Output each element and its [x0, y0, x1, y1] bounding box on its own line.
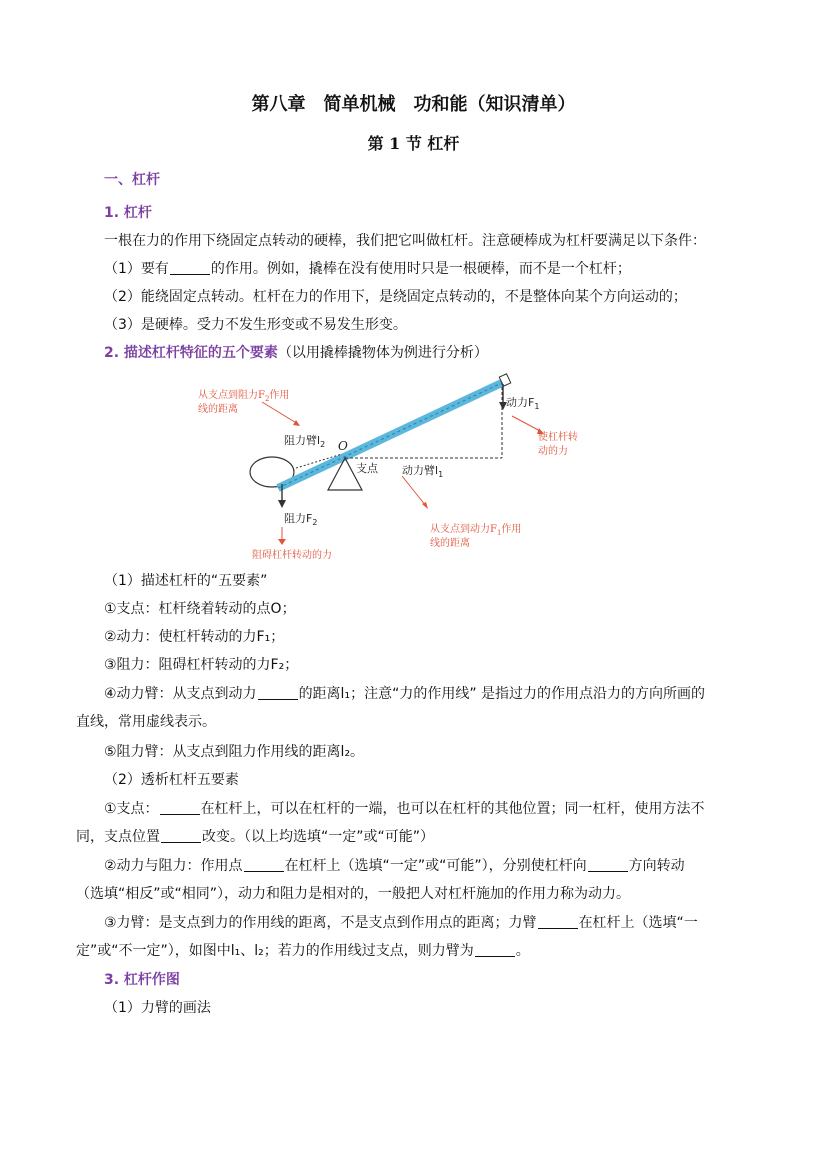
analysis-arms-d: 。: [515, 943, 530, 959]
note-bottom-right-line1: 从支点到动力$F_1$作用: [430, 524, 522, 537]
analysis-arms-a: ③力臂：是支点到力的作用线的距离，不是支点到作用点的距离；力臂: [104, 915, 537, 931]
label-effort-arm: 动力臂$l_1$: [402, 464, 444, 479]
label-resistance-arm: 阻力臂$l_2$: [284, 434, 326, 449]
condition-1-text-a: （1）要有: [104, 261, 169, 277]
condition-1: [104, 259, 631, 279]
analysis-forces-c: 方向转动: [628, 858, 685, 874]
element-fulcrum: ①支点：杠杆绕着转动的点O；: [104, 601, 296, 617]
analysis-arms: [104, 913, 698, 933]
note-right-line1: 使杠杆转: [538, 432, 578, 443]
analysis-forces-a: ②动力与阻力：作用点: [104, 858, 243, 874]
fill-blank[interactable]: [475, 942, 515, 957]
label-fulcrum-O: O: [338, 439, 348, 453]
element-effort-arm-b: 的距离l₁；注意“力的作用线” 是指过力的作用点沿力的方向所画的: [298, 686, 706, 702]
lever-diagram: [190, 372, 578, 562]
arm-drawing-method: （1）力臂的画法: [104, 1000, 211, 1016]
element-effort-arm: [104, 684, 705, 704]
note-top-left-line1: 从支点到阻力$F_2$作用: [198, 390, 290, 403]
note-bottom-left: 阻碍杠杆转动的力: [252, 550, 332, 561]
fill-blank[interactable]: [588, 857, 628, 872]
condition-3: （3）是硬棒。受力不发生形变或不易发生形变。: [104, 317, 407, 333]
note-arrow-top-left: [262, 402, 298, 424]
fill-blank[interactable]: [170, 260, 210, 275]
label-resistance: 阻力$F_2$: [284, 512, 318, 527]
element-resistance-arm: ⑤阻力臂：从支点到阻力作用线的距离l₂。: [104, 744, 365, 760]
analysis-fulcrum-b: 在杠杆上，可以在杠杆的一端，也可以在杠杆的其他位置；同一杠杆，使用方法不: [200, 801, 705, 817]
element-effort-arm-a: ④动力臂：从支点到动力: [104, 686, 257, 702]
element-effort-arm-cont: 直线，常用虚线表示。: [76, 714, 216, 730]
note-arrow-right: [512, 416, 542, 432]
note-top-left-line2: 线的距离: [198, 404, 238, 415]
label-fulcrum: 支点: [356, 462, 378, 475]
fill-blank[interactable]: [161, 828, 201, 843]
element-resistance: ③阻力：阻碍杠杆转动的力F₂；: [104, 657, 299, 673]
section-title: 第 1 节 杠杆: [367, 134, 460, 153]
condition-2: （2）能绕固定点转动。杠杆在力的作用下，是绕固定点转动的，不是整体向某个方向运动的；: [104, 289, 687, 305]
chapter-title: 第八章 简单机械 功和能（知识清单）: [251, 94, 576, 115]
subheading-lever: 1. 杠杆: [104, 205, 152, 221]
five-elements-intro: （1）描述杠杆的“五要素”: [104, 573, 268, 589]
note-arrow-bottom-right: [402, 476, 426, 506]
analysis-fulcrum-d: 改变。（以上均选填“一定”或“可能”）: [202, 829, 435, 845]
fill-blank[interactable]: [538, 914, 578, 929]
analysis-forces-b: 在杠杆上（选填“一定”或“可能”），分别使杠杆向: [284, 858, 587, 874]
element-effort: ②动力：使杠杆转动的力F₁；: [104, 629, 285, 645]
analysis-arms-cont: [76, 941, 530, 961]
lever-bar: [278, 374, 511, 488]
condition-1-text-b: 的作用。例如，撬棒在没有使用时只是一根硬棒，而不是一个杠杆；: [210, 261, 631, 277]
lever-definition: 一根在力的作用下绕固定点转动的硬棒，我们把它叫做杠杆。注意硬棒成为杠杆要满足以下条件：: [104, 233, 706, 249]
subheading-five-elements-title: 2. 描述杠杆特征的五个要素: [104, 345, 278, 361]
analysis-arms-c: 定”或“不一定”），如图中l₁、l₂；若力的作用线过支点，则力臂为: [76, 943, 474, 959]
analysis-fulcrum-c: 同，支点位置: [76, 829, 160, 845]
subheading-five-elements: [104, 343, 488, 363]
analysis-forces-cont: （选填“相反”或“相同”），动力和阻力是相对的，一般把人对杠杆施加的作用力称为动力。: [76, 886, 631, 902]
section-heading: 一、杠杆: [104, 172, 160, 188]
analysis-fulcrum: [104, 799, 705, 819]
analysis-forces: [104, 856, 685, 876]
subheading-lever-drawing: 3. 杠杆作图: [104, 972, 180, 988]
note-right-line2: 动的力: [538, 446, 568, 457]
analysis-fulcrum-a: ①支点：: [104, 801, 159, 817]
subheading-five-elements-note: （以用撬棒撬物体为例进行分析）: [277, 345, 488, 361]
fill-blank[interactable]: [244, 857, 284, 872]
fill-blank[interactable]: [160, 800, 200, 815]
analysis-fulcrum-cont: [76, 827, 434, 847]
fill-blank[interactable]: [258, 685, 298, 700]
analysis-arms-b: 在杠杆上（选填“一: [578, 915, 698, 931]
note-bottom-right-line2: 线的距离: [430, 538, 470, 549]
label-effort-force: 动力$F_1$: [506, 396, 540, 411]
analysis-intro: （2）透析杠杆五要素: [104, 772, 239, 788]
